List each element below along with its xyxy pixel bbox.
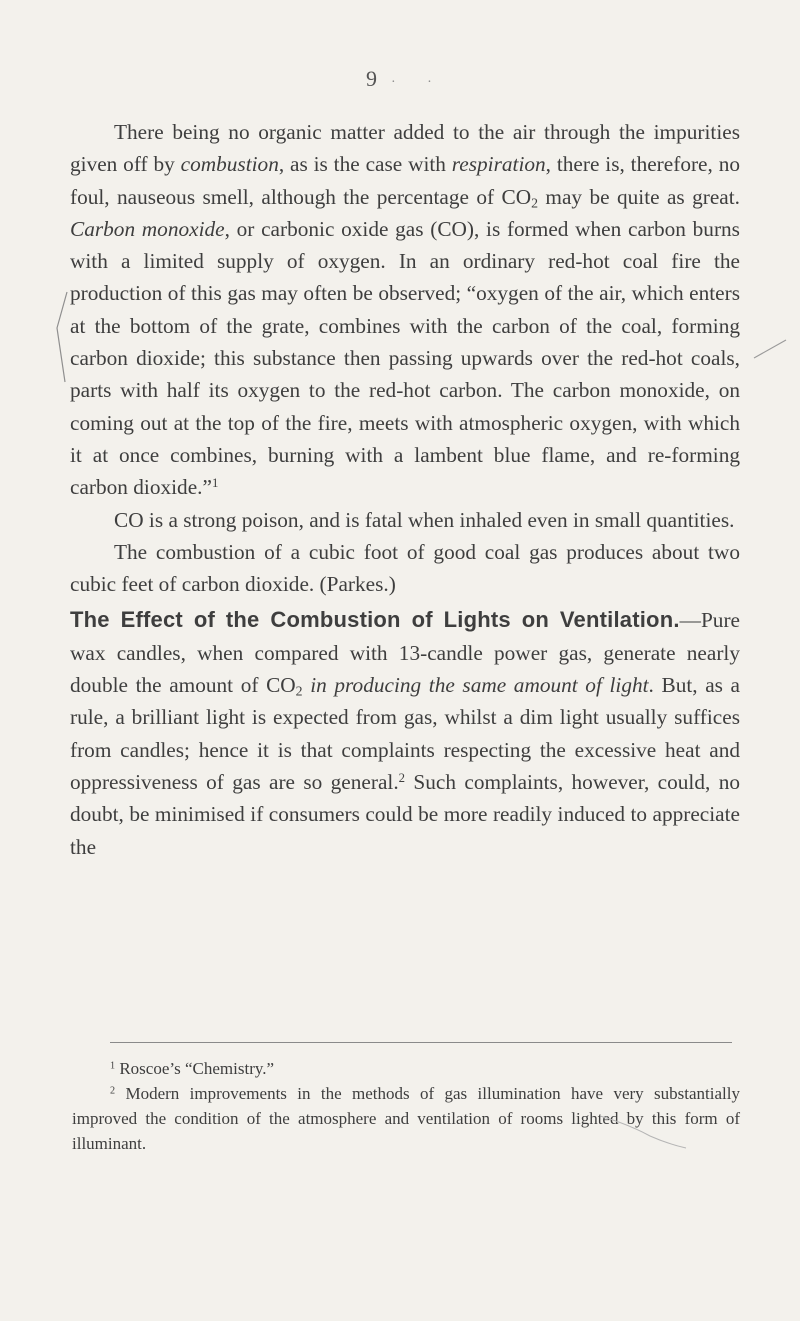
subscript-2: 2 (531, 195, 538, 211)
paragraph-combustion (70, 116, 740, 504)
page-number (366, 66, 446, 92)
subscript-2: 2 (295, 683, 303, 699)
text-run: , as is the case with (278, 152, 452, 177)
section-heading: The Effect of the Combustion of Lights on Ventilation. (70, 607, 680, 633)
text-run: , there is, therefore, no foul, nauseous smell, although the percentage of CO (70, 152, 740, 209)
footnote-divider (110, 1042, 732, 1043)
footnote-marker: 1 (110, 1060, 116, 1072)
footnote-text: Modern improvements in the methods of gas illumination have very substantially improved the condition of the atmosphere and ventilation of rooms lighted by this form of illuminant. (72, 1084, 740, 1153)
footnote-ref-1: 1 (211, 476, 219, 491)
margin-pencil-mark-left (54, 290, 70, 386)
pencil-stroke-bottom (598, 1114, 688, 1150)
footnote-text: Roscoe’s “Chemistry.” (115, 1059, 275, 1078)
page-number-value: 9 (366, 66, 377, 91)
page-number-dots: · · (391, 75, 446, 90)
paragraph-lights-ventilation (70, 604, 740, 862)
text-run: may be quite as great. (538, 184, 740, 209)
footnote-marker: 2 (110, 1085, 116, 1097)
paragraph-coal-gas: The combustion of a cubic foot of good coal gas produces about two cubic feet of carbon dioxide. (Parkes.) (70, 539, 740, 597)
text-run: . But, as a rule, a brilliant light is expected from gas, whilst a dim light usually suffices from candles; hence it is that complaints respecting the excessive heat and oppressiveness of gas are so general. (70, 673, 741, 794)
italic-term-respiration: respiration (451, 152, 546, 177)
italic-phrase-same-light: in producing the same amount of light (310, 673, 649, 698)
margin-pencil-mark-right (752, 338, 788, 360)
text-run: —Pure wax candles, when compared with 13-candle power gas, generate nearly double the amount of CO (70, 608, 740, 698)
text-run: Such complaints, however, could, no doubt, be minimised if consumers could be more readily induced to appreciate the (70, 769, 740, 859)
text-run: , or carbonic oxide gas (CO), is formed when carbon burns with a limited supply of oxygen. In an ordinary red-hot coal fire the production of this gas may often be observed; “oxygen of the air, which enters at the bottom of the grate, combines with the carbon of the coal, forming carbon dioxide; this substance then passing upwards over the red-hot coals, parts with half its oxygen to the red-hot carbon. The carbon monoxide, on coming out at the top of the fire, meets with atmospheric oxygen, with which it at once combines, burning with a lambent blue flame, and re-forming carbon dioxide.” (70, 216, 740, 500)
italic-term-combustion: combustion (180, 152, 279, 177)
text-run: There being no organic matter added to the air through the impurities given off by (70, 120, 740, 177)
main-text (70, 116, 740, 863)
italic-term-carbon-monoxide: Carbon monoxide (70, 216, 225, 241)
paragraph-co-poison: CO is a strong poison, and is fatal when inhaled even in small quantities. (114, 507, 735, 532)
footnote-ref-2: 2 (398, 770, 406, 785)
footnote-1 (72, 1056, 740, 1081)
